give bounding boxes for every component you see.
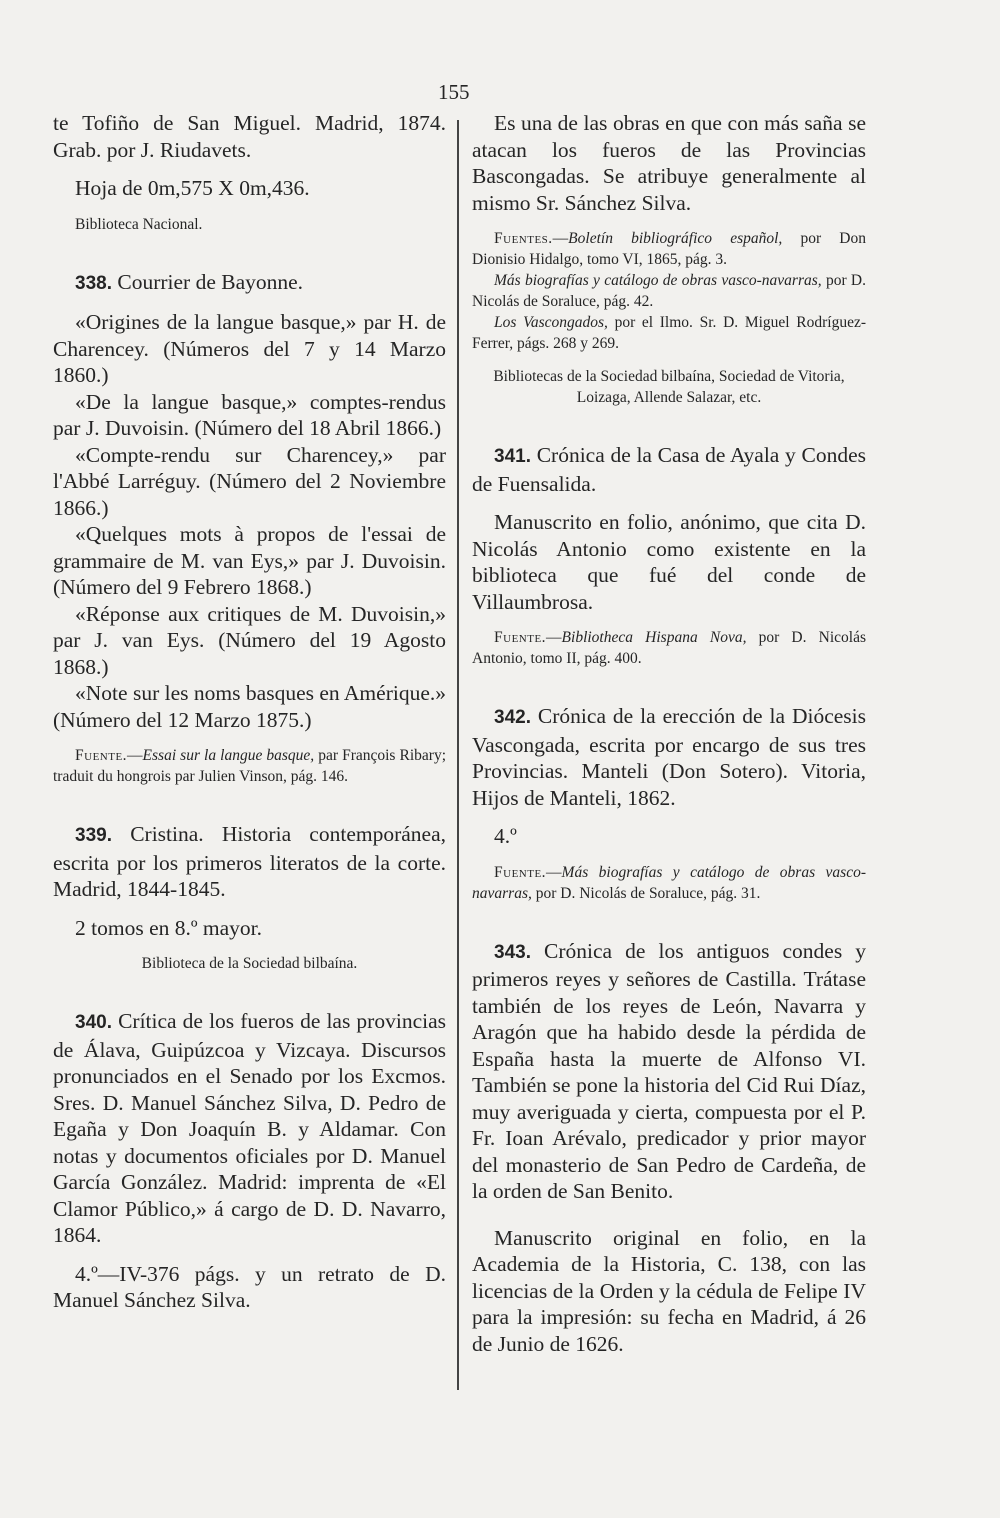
entry-description: Manuscrito original en folio, en la Academia de la Historia, C. 138, con las licencias de la Orden y la cédula de Felipe IV para la impresión: su fecha en Madrid, á 26 de Junio de 1626. bbox=[472, 1225, 866, 1356]
entry-number: 341. bbox=[494, 446, 531, 467]
source-detail: por D. Nicolás Antonio, tomo II, pág. 400. bbox=[472, 629, 867, 667]
entry-description: Hoja de 0m,575 X 0m,436. bbox=[75, 176, 310, 200]
list-item: «Quelques mots à propos de l'essai de grammaire de M. van Eys,» par J. Duvoisin. (Número del 9 Febrero 1868.) bbox=[53, 522, 446, 599]
entry-title: Cristina. Historia contemporánea, escrita por los primeros literatos de la corte. Madrid, 1844-1845. bbox=[53, 822, 446, 901]
source-label: Fuente. bbox=[494, 863, 547, 881]
entry-heading bbox=[472, 703, 866, 811]
entry-title: Crítica de los fueros de las provincias de Álava, Guipúzcoa y Vizcaya. Discursos pronunciados en el Senado por los Excmos. Sres. D. Manuel Sánchez Silva, D. Pedro de Egaña y Don Joaquín B. y Aldamar. Con notas y documentos oficiales por D. Manuel García González. Madrid: imprenta de «El Clamor Público,» á cargo de D. D. Navarro, 1864. bbox=[53, 1009, 446, 1247]
left-column bbox=[53, 110, 446, 1314]
entry-title: Crónica de la erección de la Diócesis Vascongada, escrita por encargo de sus tres Provincias. Manteli (Don Sotero). Vitoria, Hijos de Manteli, 1862. bbox=[472, 704, 867, 810]
entry-description: Es una de las obras en que con más saña se atacan los fueros de las Provincias Bascongadas. Se atribuye generalmente al mismo Sr. Sánchez Silva. bbox=[472, 111, 866, 215]
list-item: «De la langue basque,» comptes-rendus par J. Duvoisin. (Número del 18 Abril 1866.) bbox=[53, 389, 446, 440]
source-detail: por Don Dionisio Hidalgo, tomo VI, 1865, pág. 3. bbox=[472, 230, 866, 268]
entry-343 bbox=[472, 938, 866, 1358]
list-item: «Note sur les noms basques en Amérique.» (Número del 12 Marzo 1875.) bbox=[53, 681, 446, 732]
entry-number: 339. bbox=[75, 825, 112, 846]
source-note: Fuente.—Más biografías y catálogo de obras vasco-navarras, por D. Nicolás de Soraluce, pág. 31. bbox=[472, 863, 866, 902]
entry-342 bbox=[472, 703, 866, 904]
entry-338 bbox=[53, 269, 446, 788]
source-label: Fuente. bbox=[75, 747, 128, 764]
entry-description: 4.º—IV-376 págs. y un retrato de D. Manuel Sánchez Silva. bbox=[53, 1261, 446, 1312]
entry-title: Crónica de los antiguos condes y primeros reyes y señores de Castilla. Trátase también de los reyes de León, Navarra y Aragón que ha habido desde la pérdida de España hasta la muerte de Alfonso VI. También se pone la historia del Cid Rui Díaz, muy averiguada y cierta, compuesta por el P. Fr. Ioan Arévalo, predicador y prior mayor del monasterio de San Pedro de Cardeña, de la orden de San Benito. bbox=[472, 938, 866, 1203]
entry-number: 338. bbox=[75, 272, 112, 294]
entry-title: Crónica de la Casa de Ayala y Condes de Fuensalida. bbox=[472, 443, 866, 496]
entry-number: 342. bbox=[494, 707, 531, 728]
source-title: Más biografías y catálogo de obras vasco-navarras, bbox=[494, 272, 822, 289]
entry-title: Courrier de Bayonne. bbox=[117, 269, 304, 294]
source-label: Fuentes. bbox=[494, 230, 553, 247]
source-title: Bibliotheca Hispana Nova, bbox=[561, 629, 747, 646]
library-note: Biblioteca Nacional. bbox=[75, 215, 203, 233]
entry-339 bbox=[53, 821, 446, 974]
source-detail: por D. Nicolás de Soraluce, pág. 42. bbox=[472, 272, 867, 310]
source-title: Boletín bibliográfico español, bbox=[568, 230, 783, 247]
entry-continuation-right bbox=[472, 110, 866, 408]
source-note: Fuente.—Essai sur la langue basque, par François Ribary; traduit du hongrois par Julien Vinson, pág. 146. bbox=[53, 747, 446, 785]
entry-continuation-left bbox=[53, 110, 446, 235]
source-note: Fuente.—Bibliotheca Hispana Nova, por D. Nicolás Antonio, tomo II, pág. 400. bbox=[472, 629, 867, 667]
entry-description: 4.º bbox=[494, 824, 517, 848]
source-note: Fuentes.—Boletín bibliográfico español, por Don Dionisio Hidalgo, tomo VI, 1865, pág. 3. bbox=[472, 230, 866, 268]
entry-341 bbox=[472, 442, 866, 669]
entry-340 bbox=[53, 1008, 446, 1314]
column-divider bbox=[457, 120, 459, 1390]
source-detail: por el Ilmo. Sr. D. Miguel Rodríguez-Ferrer, págs. 268 y 269. bbox=[472, 314, 866, 352]
right-column bbox=[472, 110, 866, 1357]
list-item: «Compte-rendu sur Charencey,» par l'Abbé Larréguy. (Número del 2 Noviembre 1866.) bbox=[53, 442, 446, 520]
source-title: Essai sur la langue basque, bbox=[142, 747, 315, 764]
source-label: Fuente. bbox=[494, 629, 547, 646]
source-note bbox=[472, 312, 866, 354]
source-detail: por D. Nicolás de Soraluce, pág. 31. bbox=[531, 884, 761, 902]
entry-title: te Tofiño de San Miguel. Madrid, 1874. Grab. por J. Riudavets. bbox=[53, 111, 446, 162]
entry-heading bbox=[53, 1008, 446, 1249]
entry-number: 343. bbox=[494, 941, 531, 963]
source-title: Más biografías y catálogo de obras vasco-navarras, bbox=[472, 863, 866, 902]
entry-heading bbox=[472, 442, 866, 497]
entry-number: 340. bbox=[75, 1012, 112, 1033]
library-note: Biblioteca de la Sociedad bilbaína. bbox=[141, 955, 358, 972]
list-item: «Réponse aux critiques de M. Duvoisin,» par J. van Eys. (Número del 19 Agosto 1868.) bbox=[53, 601, 446, 679]
source-note bbox=[472, 270, 866, 312]
list-item: «Origines de la langue basque,» par H. de Charencey. (Números del 7 y 14 Marzo 1860.) bbox=[53, 310, 446, 387]
entry-heading bbox=[53, 269, 446, 298]
library-note: Bibliotecas de la Sociedad bilbaína, Sociedad de Vitoria, Loizaga, Allende Salazar, etc. bbox=[493, 368, 845, 406]
entry-heading bbox=[53, 821, 446, 903]
entry-heading bbox=[472, 938, 866, 1205]
entry-description: 2 tomos en 8.º mayor. bbox=[75, 915, 263, 940]
source-title: Los Vascongados, bbox=[494, 314, 608, 331]
source-detail: par François Ribary; traduit du hongrois par Julien Vinson, pág. 146. bbox=[53, 747, 446, 785]
entry-description: Manuscrito en folio, anónimo, que cita D. Nicolás Antonio como existente en la biblioteca que fué del conde de Villaumbrosa. bbox=[472, 510, 866, 614]
page-number: 155 bbox=[438, 80, 470, 104]
